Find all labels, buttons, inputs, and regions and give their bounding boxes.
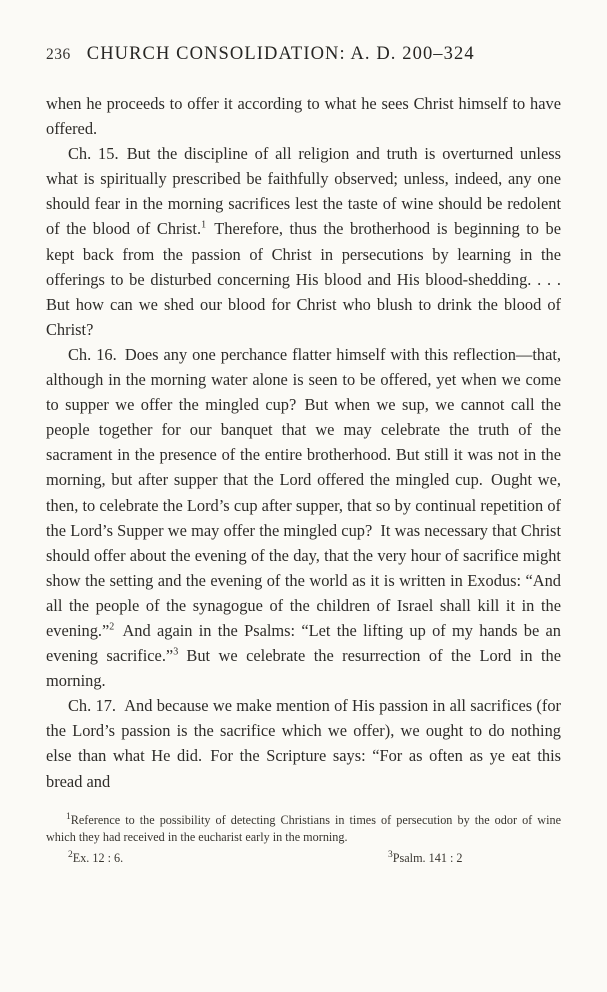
page-body xyxy=(44,91,563,794)
paragraph-chapter-15 xyxy=(46,141,561,342)
running-head: CHURCH CONSOLIDATION: A. D. 200–324 xyxy=(86,44,475,64)
footnote-ref-3: 3 xyxy=(173,646,179,658)
footnote-marker-2: 2 xyxy=(68,850,73,861)
footnote-ref-1: 1 xyxy=(201,220,207,231)
paragraph-text-b: And again in the Psalms: “Let the lifting up of my hands be an evening sacrifice.” xyxy=(46,620,561,666)
paragraph-text: when he proceeds to offer it according to what he sees Christ himself to have offered. xyxy=(46,94,561,139)
footnote-ref-2: 2 xyxy=(109,621,115,633)
paragraph-text-c: But we celebrate the resurrection of the Lord in the morning. xyxy=(46,646,561,691)
footnote-3 xyxy=(388,850,561,867)
paragraph-text-b: Therefore, thus the brotherhood is beginning to be kept back from the passion of Christ in persecutions by learning in the offerings to be disturbed concerning His blood and His blood-shedding. . . . But how can we shed our blood for Christ who blush to drink the blood of Christ? xyxy=(46,219,561,339)
footnote-row xyxy=(46,850,561,867)
footnote-marker-1: 1 xyxy=(66,811,71,822)
page-header xyxy=(44,44,563,65)
page-number: 236 xyxy=(46,46,71,63)
footnote-text-2: Ex. 12 : 6. xyxy=(72,851,124,866)
footnote-text-1: Reference to the possibility of detecting Christians in times of persecution by the odor of wine which they had received in the eucharist early in the morning. xyxy=(46,812,561,845)
footnote-text-3: Psalm. 141 : 2 xyxy=(392,851,463,866)
paragraph-text-a: Ch. 15. But the discipline of all religion and truth is overturned unless what is spiritually prescribed be faithfully observed; unless, indeed, any one should fear in the morning sacrifices lest the taste of wine should be redolent of the blood of Christ. xyxy=(46,144,561,239)
paragraph-chapter-16 xyxy=(46,342,561,693)
paragraph-chapter-17 xyxy=(46,693,561,793)
paragraph-text-a: Ch. 16. Does any one perchance flatter himself with this reflection—that, although in the morning water alone is seen to be offered, yet when we come to supper we offer the mingled cup? But when we sup, we cannot call the people together for our banquet that we may celebrate the truth of the sacrament in the presence of the entire brotherhood. But still it was not in the morning, but after supper that the Lord offered the mingled cup. Ought we, then, to celebrate the Lord’s cup after supper, that so by continual repetition of the Lord’s Supper we may offer the mingled cup? It was necessary that Christ should offer about the evening of the day, that the very hour of sacrifice might show the setting and the evening of the world as it is written in Exodus: “And all the people of the synagogue of the children of Israel shall kill it in the evening.” xyxy=(46,344,561,640)
footnote-1 xyxy=(46,812,561,847)
paragraph-continuation xyxy=(46,91,561,141)
footnotes-section xyxy=(44,812,563,868)
footnote-marker-3: 3 xyxy=(388,850,393,861)
paragraph-text: Ch. 17. And because we make mention of His passion in all sacrifices (for the Lord’s passion is the sacrifice which we offer), we ought to do nothing else than what He did. For the Scripture says: “For as often as ye eat this bread and xyxy=(46,696,561,791)
footnote-2 xyxy=(68,850,388,867)
